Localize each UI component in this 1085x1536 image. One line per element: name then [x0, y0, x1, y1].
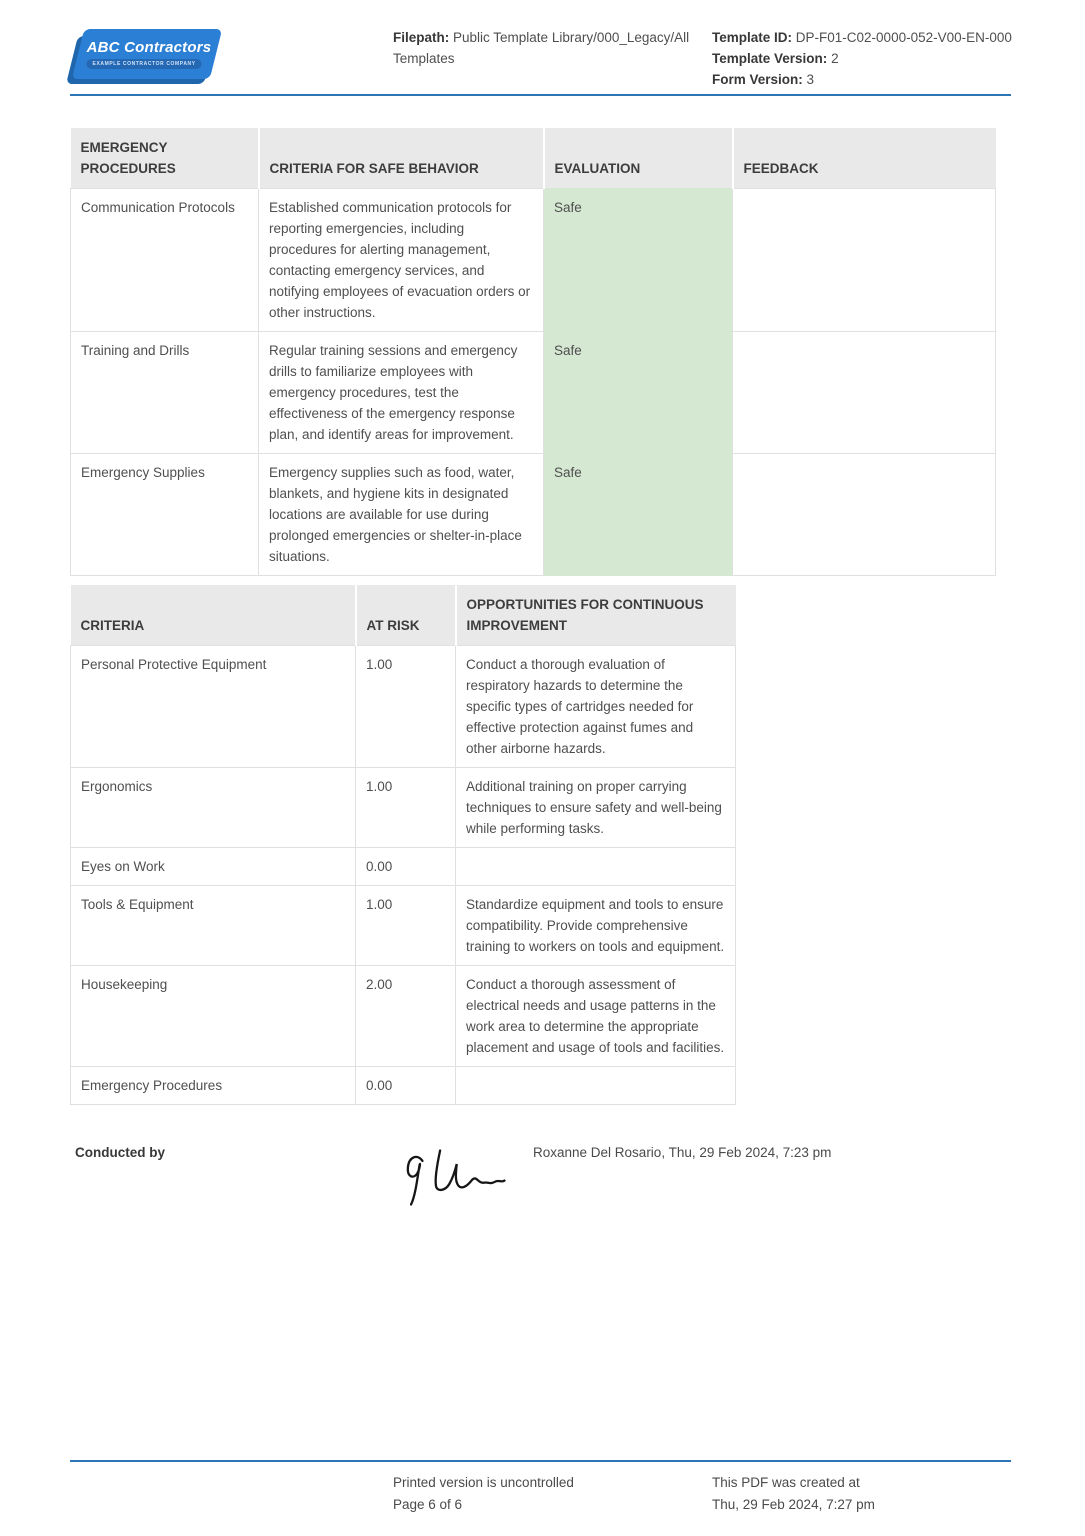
table-row [71, 768, 736, 848]
evaluation-cell: Safe [544, 454, 733, 576]
template-id-label: Template ID: [712, 30, 793, 45]
logo-subtitle: EXAMPLE CONTRACTOR COMPANY [87, 59, 202, 69]
evaluation-cell: Safe [544, 332, 733, 454]
criteria-improvement-table [70, 585, 736, 1105]
criteria-cell: Emergency Procedures [71, 1067, 356, 1105]
template-meta-block [712, 27, 1032, 90]
filepath-label: Filepath: [393, 30, 450, 45]
table-row [71, 646, 736, 768]
template-id-row [712, 27, 1032, 48]
table-row [71, 966, 736, 1067]
at-risk-cell: 0.00 [356, 1067, 456, 1105]
template-version-row [712, 48, 1032, 69]
at-risk-cell: 0.00 [356, 848, 456, 886]
table-row [71, 189, 996, 332]
col-header-emergency-procedures: EMERGENCY PROCEDURES [71, 128, 259, 189]
table-row [71, 848, 736, 886]
template-id-value: DP-F01-C02-0000-052-V00-EN-000 [795, 30, 1012, 45]
footer-created-at-label: This PDF was created at [712, 1475, 860, 1490]
feedback-cell [733, 189, 996, 332]
opportunities-cell [456, 848, 736, 886]
footer-page-number: Page 6 of 6 [393, 1497, 463, 1512]
logo-title: ABC Contractors [86, 39, 211, 56]
at-risk-cell: 1.00 [356, 768, 456, 848]
footer-created-at-value: Thu, 29 Feb 2024, 7:27 pm [712, 1497, 875, 1512]
opportunities-cell [456, 1067, 736, 1105]
company-logo [75, 29, 217, 85]
col-header-at-risk: AT RISK [356, 585, 456, 646]
opportunities-cell: Additional training on proper carrying techniques to ensure safety and well-being while performing tasks. [456, 768, 736, 848]
criteria-cell: Regular training sessions and emergency drills to familiarize employees with emergency procedures, test the effectiveness of the emergency response plan, and identify areas for improvement. [259, 332, 544, 454]
col-header-evaluation: EVALUATION [544, 128, 733, 189]
signature-image [383, 1138, 518, 1216]
col-header-criteria-safe-behavior: CRITERIA FOR SAFE BEHAVIOR [259, 128, 544, 189]
emergency-table-header [71, 128, 996, 189]
criteria-cell: Tools & Equipment [71, 886, 356, 966]
criteria-cell: Emergency supplies such as food, water, blankets, and hygiene kits in designated locations are available for use during prolonged emergencies or shelter-in-place situations. [259, 454, 544, 576]
table-row [71, 454, 996, 576]
col-header-opportunities: OPPORTUNITIES FOR CONTINUOUS IMPROVEMENT [456, 585, 736, 646]
criteria-table-header [71, 585, 736, 646]
filepath-value: Public Template Library/000_Legacy/All Templates [393, 30, 690, 66]
table-row [71, 886, 736, 966]
emergency-procedures-table [70, 128, 996, 576]
evaluation-cell: Safe [544, 189, 733, 332]
table-row [71, 1067, 736, 1105]
template-version-value: 2 [831, 51, 839, 66]
footer-left-block [393, 1472, 574, 1516]
col-header-criteria: CRITERIA [71, 585, 356, 646]
logo-shape [72, 29, 222, 79]
filepath-block [393, 27, 693, 69]
feedback-cell [733, 332, 996, 454]
table-row [71, 332, 996, 454]
criteria-cell: Ergonomics [71, 768, 356, 848]
signature-scribble-icon [383, 1138, 518, 1216]
footer-right-block [712, 1472, 875, 1516]
template-version-label: Template Version: [712, 51, 828, 66]
opportunities-cell: Conduct a thorough evaluation of respiratory hazards to determine the specific types of cartridges needed for effective protection against fumes and other airborne hazards. [456, 646, 736, 768]
at-risk-cell: 1.00 [356, 886, 456, 966]
footer-uncontrolled-note: Printed version is uncontrolled [393, 1475, 574, 1490]
opportunities-cell: Standardize equipment and tools to ensure compatibility. Provide comprehensive training to workers on tools and equipment. [456, 886, 736, 966]
opportunities-cell: Conduct a thorough assessment of electrical needs and usage patterns in the work area to determine the appropriate placement and usage of tools and facilities. [456, 966, 736, 1067]
signatory-name-date: Roxanne Del Rosario, Thu, 29 Feb 2024, 7:23 pm [533, 1145, 832, 1160]
criteria-cell: Housekeeping [71, 966, 356, 1067]
criteria-cell: Eyes on Work [71, 848, 356, 886]
conducted-by-label: Conducted by [75, 1145, 165, 1160]
form-version-label: Form Version: [712, 72, 803, 87]
procedure-cell: Communication Protocols [71, 189, 259, 332]
col-header-feedback: FEEDBACK [733, 128, 996, 189]
header-divider [70, 94, 1011, 96]
at-risk-cell: 1.00 [356, 646, 456, 768]
footer-divider [70, 1460, 1011, 1462]
feedback-cell [733, 454, 996, 576]
criteria-cell: Established communication protocols for reporting emergencies, including procedures for alerting management, contacting emergency services, and notifying employees of evacuation orders or other instructions. [259, 189, 544, 332]
form-version-value: 3 [806, 72, 815, 87]
form-version-row [712, 69, 1032, 90]
procedure-cell: Emergency Supplies [71, 454, 259, 576]
at-risk-cell: 2.00 [356, 966, 456, 1067]
criteria-cell: Personal Protective Equipment [71, 646, 356, 768]
procedure-cell: Training and Drills [71, 332, 259, 454]
